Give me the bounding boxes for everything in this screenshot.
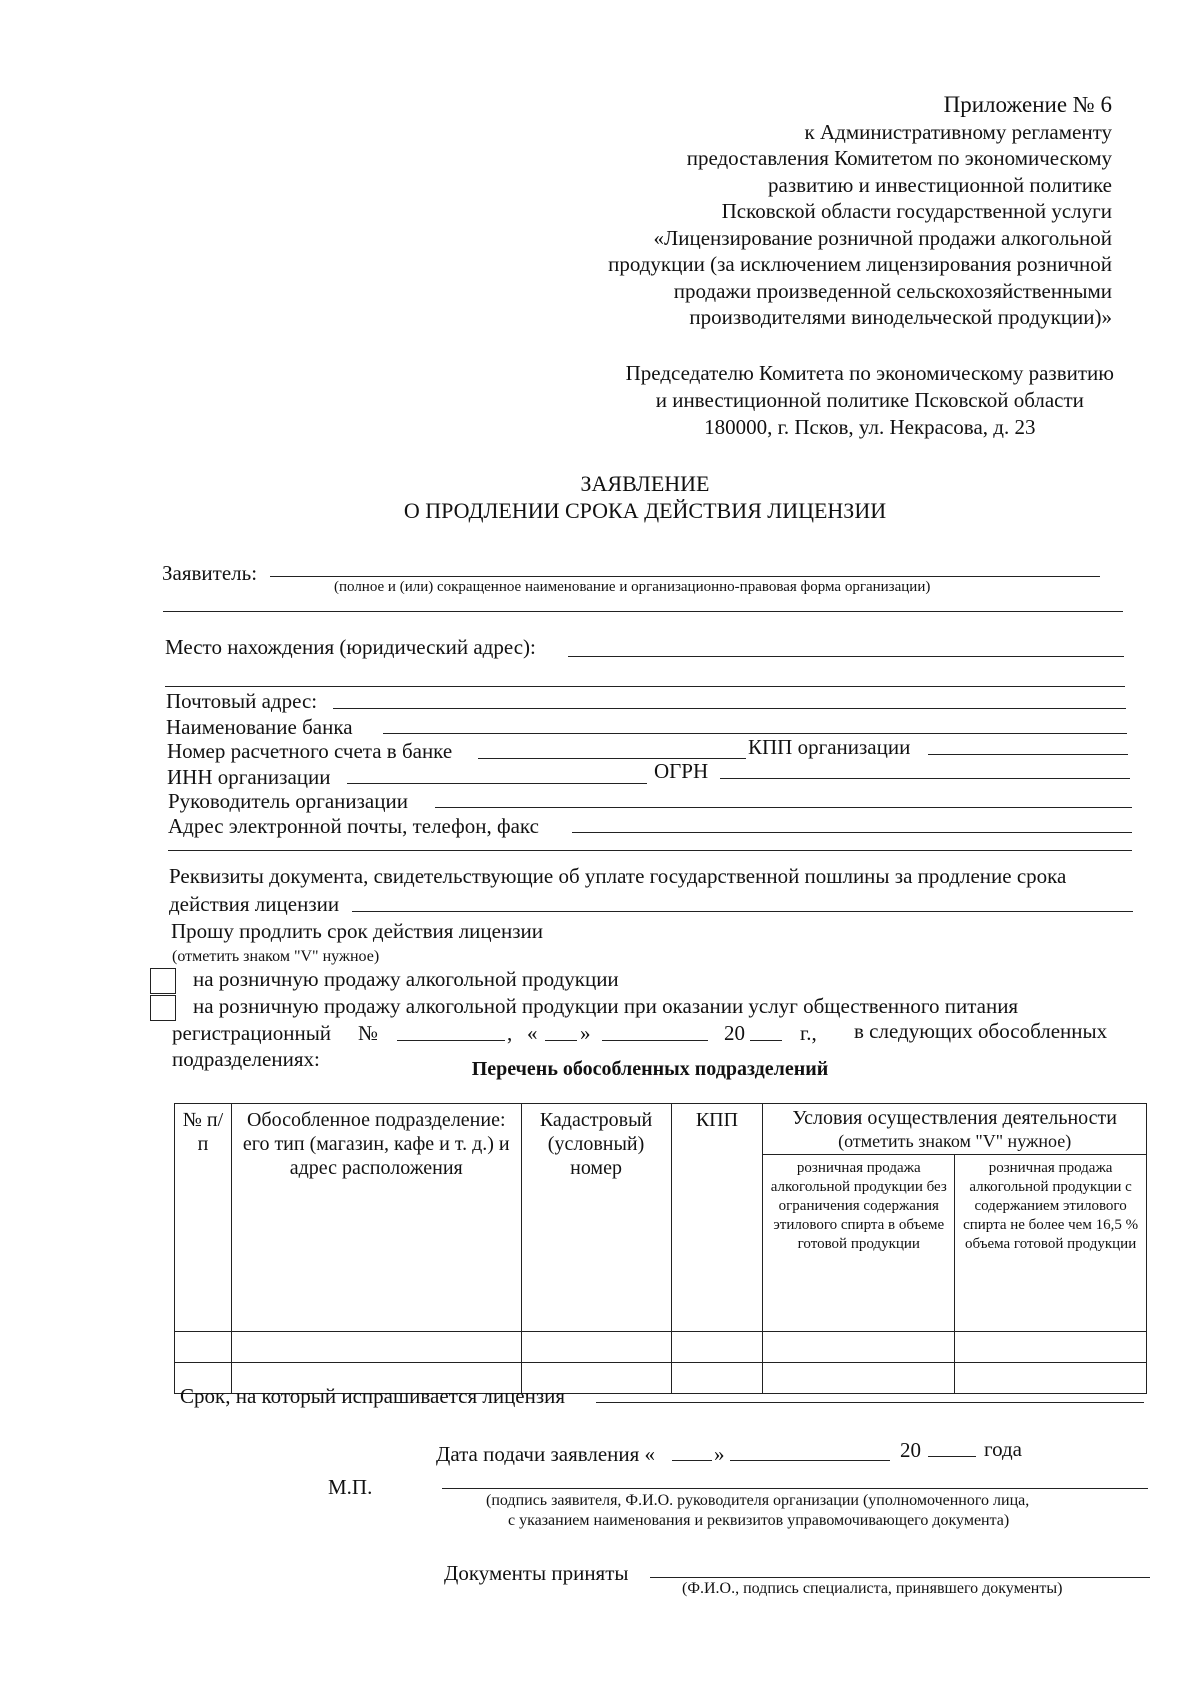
contacts-label: Адрес электронной почты, телефон, факс [168,814,539,838]
reg-day-field[interactable] [545,1040,577,1041]
postal-label: Почтовый адрес: [166,689,318,713]
term-label: Срок, на который испрашивается лицензия [180,1384,566,1408]
postal-field[interactable] [333,708,1126,709]
option1-checkbox[interactable] [150,968,176,994]
appendix-line: Псковской области государственной услуги [721,199,1112,223]
ogrn-field[interactable] [720,778,1130,779]
stamp-place: М.П. [328,1475,373,1499]
appendix-line: предоставления Комитетом по экономическому [686,146,1112,170]
table-cell[interactable] [955,1332,1147,1363]
option2-label: на розничную продажу алкогольной продукции при оказании услуг общественного питания [193,994,1019,1018]
reg-month-field[interactable] [602,1040,708,1041]
kpp-field[interactable] [928,754,1128,755]
table-cell[interactable] [671,1363,763,1394]
reg-quote-open: « [527,1021,538,1045]
table-cell[interactable] [763,1363,955,1394]
location-label: Место нахождения (юридический адрес): [165,635,536,659]
signature-hint-line2: с указанием наименования и реквизитов управомочивающего документа) [508,1512,1010,1529]
units-table-title: Перечень обособленных подразделений [471,1058,829,1080]
appendix-line: продукции (за исключением лицензирования розничной [608,252,1112,276]
table-cell[interactable] [521,1332,671,1363]
document-title [0,470,1200,524]
date-label: Дата подачи заявления « [436,1442,656,1466]
bank-label: Наименование банка [166,715,353,739]
location-field[interactable] [568,656,1124,657]
date-year-field[interactable] [928,1456,976,1457]
document-title-line1: ЗАЯВЛЕНИЕ [580,471,710,496]
addressee-block [626,360,1114,441]
signature-field[interactable] [442,1488,1148,1489]
request-hint: (отметить знаком "V" нужное) [172,948,380,965]
date-year-prefix: 20 [900,1438,921,1462]
addressee-line: 180000, г. Псков, ул. Некрасова, д. 23 [704,415,1036,439]
requisites-label-line2: действия лицензии [169,892,340,916]
contacts-field[interactable] [572,832,1132,833]
reg-number-sign: № [358,1021,379,1045]
ogrn-label: ОГРН [654,759,709,783]
term-field[interactable] [596,1402,1144,1403]
kpp-label: КПП организации [748,735,911,759]
header-number: № п/п [175,1104,232,1332]
date-year-word: года [984,1437,1022,1461]
header-kpp: КПП [671,1104,763,1332]
header-conditions-title: Условия осуществления деятельности [792,1107,1117,1129]
reg-year-field[interactable] [750,1040,782,1041]
contacts-field-line2[interactable] [168,850,1132,851]
reg-year-prefix: 20 [724,1021,745,1045]
reg-year-suffix: г., [800,1021,817,1045]
location-field-line2[interactable] [165,686,1125,687]
accepted-field[interactable] [650,1577,1150,1578]
reg-tail: в следующих обособленных [854,1019,1108,1043]
account-label: Номер расчетного счета в банке [167,739,453,763]
appendix-line: «Лицензирование розничной продажи алкогольной [653,225,1112,250]
appendix-title: Приложение № 6 [943,92,1112,117]
reg-comma: , [507,1021,513,1045]
requisites-field[interactable] [352,911,1133,912]
signature-hint-line1: (подпись заявителя, Ф.И.О. руководителя организации (уполномоченного лица, [486,1492,1030,1509]
accepted-hint: (Ф.И.О., подпись специалиста, принявшего документы) [682,1580,1063,1597]
reg-last: подразделениях: [172,1047,320,1071]
applicant-hint: (полное и (или) сокращенное наименование и организационно-правовая форма организации) [334,579,931,595]
option1-label: на розничную продажу алкогольной продукции [193,967,619,991]
table-cell[interactable] [175,1332,232,1363]
appendix-line: продажи произведенной сельскохозяйственными [673,278,1112,303]
applicant-field-line2[interactable] [163,611,1123,612]
requisites-label-line1: Реквизиты документа, свидетельствующие об уплате государственной пошлины за продление срока [169,864,1067,888]
accepted-label: Документы приняты [444,1561,629,1585]
appendix-line: развитию и инвестиционной политике [768,172,1112,197]
header-conditions [763,1104,1147,1155]
table-cell[interactable] [763,1332,955,1363]
reg-number-field[interactable] [397,1040,505,1041]
header-condition-unrestricted: розничная продажа алкогольной продукции без ограничения содержания этилового спирта в объеме готовой продукции [763,1155,955,1332]
header-unit: Обособленное подразделение: его тип (магазин, кафе и т. д.) и адрес расположения [231,1104,521,1332]
request-line: Прошу продлить срок действия лицензии [171,919,543,943]
option2-checkbox[interactable] [150,995,176,1021]
header-conditions-hint: (отметить знаком "V" нужное) [838,1131,1072,1151]
inn-field[interactable] [347,783,647,784]
units-table [174,1103,1147,1394]
date-quote-close: » [714,1442,725,1466]
table-row [175,1332,1147,1363]
addressee-line: Председателю Комитета по экономическому развитию [625,361,1114,385]
applicant-label: Заявитель: [162,561,258,585]
reg-quote-close: » [580,1021,591,1045]
header-condition-limited: розничная продажа алкогольной продукции с содержанием этилового спирта не более чем 16,5 % объема готовой продукции [955,1155,1147,1332]
appendix-block [608,92,1112,331]
addressee-line: и инвестиционной политике Псковской области [655,388,1084,412]
reg-word: регистрационный [172,1021,332,1045]
appendix-line: к Административному регламенту [804,119,1112,144]
appendix-line: производителями винодельческой продукции)» [689,305,1112,329]
head-label: Руководитель организации [168,789,408,813]
head-field[interactable] [435,807,1132,808]
table-cell[interactable] [231,1332,521,1363]
applicant-field[interactable] [270,576,1100,577]
inn-label: ИНН организации [167,765,331,789]
date-day-field[interactable] [672,1460,712,1461]
table-cell[interactable] [671,1332,763,1363]
header-cadastral: Кадастровый (условный) номер [521,1104,671,1332]
date-month-field[interactable] [730,1460,890,1461]
table-cell[interactable] [955,1363,1147,1394]
document-title-line2: О ПРОДЛЕНИИ СРОКА ДЕЙСТВИЯ ЛИЦЕНЗИИ [403,498,887,523]
